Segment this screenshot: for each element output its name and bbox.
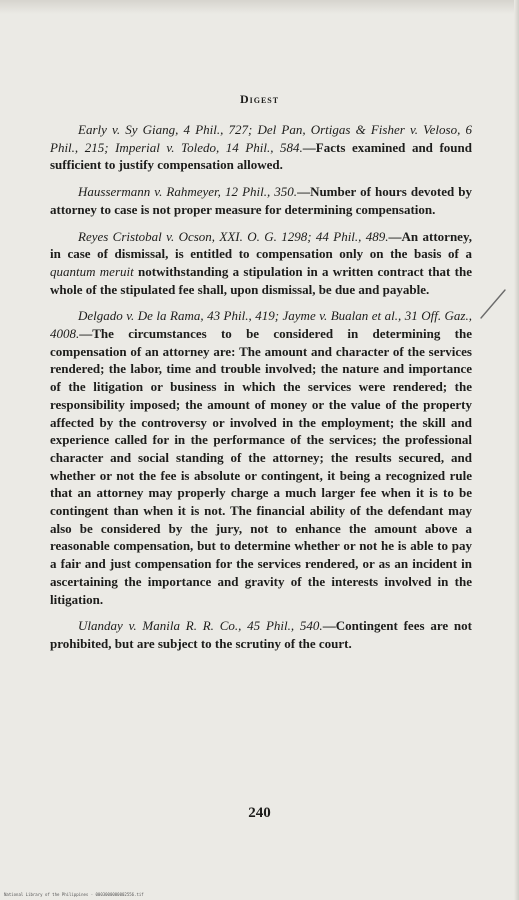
- pencil-mark-icon: [478, 288, 508, 320]
- latin-term: quantum meruit: [50, 263, 134, 279]
- digest-entry: [50, 617, 472, 652]
- digest-entry: [50, 121, 472, 174]
- digest-entry: [50, 307, 472, 608]
- page-top-shadow: [0, 0, 519, 14]
- entry-text: —Number of hours devoted by attorney to case is not proper measure for determining compensation.: [50, 184, 472, 217]
- entry-text: —An attorney, in case of dismissal, is entitled to compensation only on the basis of a: [50, 228, 472, 262]
- case-citation: Delgado v. De la Rama, 43 Phil., 419; Jayme v. Bualan et al., 31 Off. Gaz., 4008.: [50, 308, 472, 342]
- page-number: 240: [248, 805, 271, 821]
- entry-text-continued: notwithstanding a stipulation in a written contract that the whole of the stipulated fee shall, upon dismissal, be due and payable.: [50, 263, 472, 297]
- entry-text: —Facts examined and found sufficient to justify compensation allowed.: [50, 139, 472, 173]
- digest-entry: [50, 183, 472, 218]
- case-citation: Ulanday v. Manila R. R. Co., 45 Phil., 540.: [78, 618, 323, 634]
- case-citation: Reyes Cristobal v. Ocson, XXI. O. G. 1298; 44 Phil., 489.: [78, 228, 389, 244]
- case-citation: Early v. Sy Giang, 4 Phil., 727; Del Pan, Ortigas & Fisher v. Veloso, 6 Phil., 215; Imperial v. Toledo, 14 Phil., 584.: [50, 122, 472, 155]
- running-header: Digest: [239, 92, 280, 106]
- digest-body: [50, 121, 472, 662]
- page-right-edge: [514, 0, 519, 900]
- scan-footer-stamp: National Library of the Philippines · 0003000000002556.tif: [4, 892, 144, 897]
- entry-text: —Contingent fees are not prohibited, but are subject to the scrutiny of the court.: [50, 618, 472, 651]
- entry-text: —The circumstances to be considered in determining the compensation of an attorney are: The amount and character of the services rendered; the labor, time and trouble involved; the nature and importance of the litigation or business in which the services were rendered; the responsibility imposed; the amount of money or the value of the property affected by the controversy or involved in the employment; the skill and experience called for in the performance of the services; the professional character and social standing of the attorney; the results secured, and whether or not the fee is absolute or contingent, it being a recognized rule that an attorney may properly charge a much larger fee when it is to be contingent than when it is not. The financial ability of the defendant may also be considered by the jury, not to enhance the amount above a reasonable compensation, but to determine whether or not he is able to pay a fair and just compensation for the services rendered, or as an incident in ascertaining the importance and gravity of the interests involved in the litigation.: [50, 326, 472, 607]
- digest-entry: [50, 228, 472, 299]
- case-citation: Haussermann v. Rahmeyer, 12 Phil., 350.: [78, 184, 298, 200]
